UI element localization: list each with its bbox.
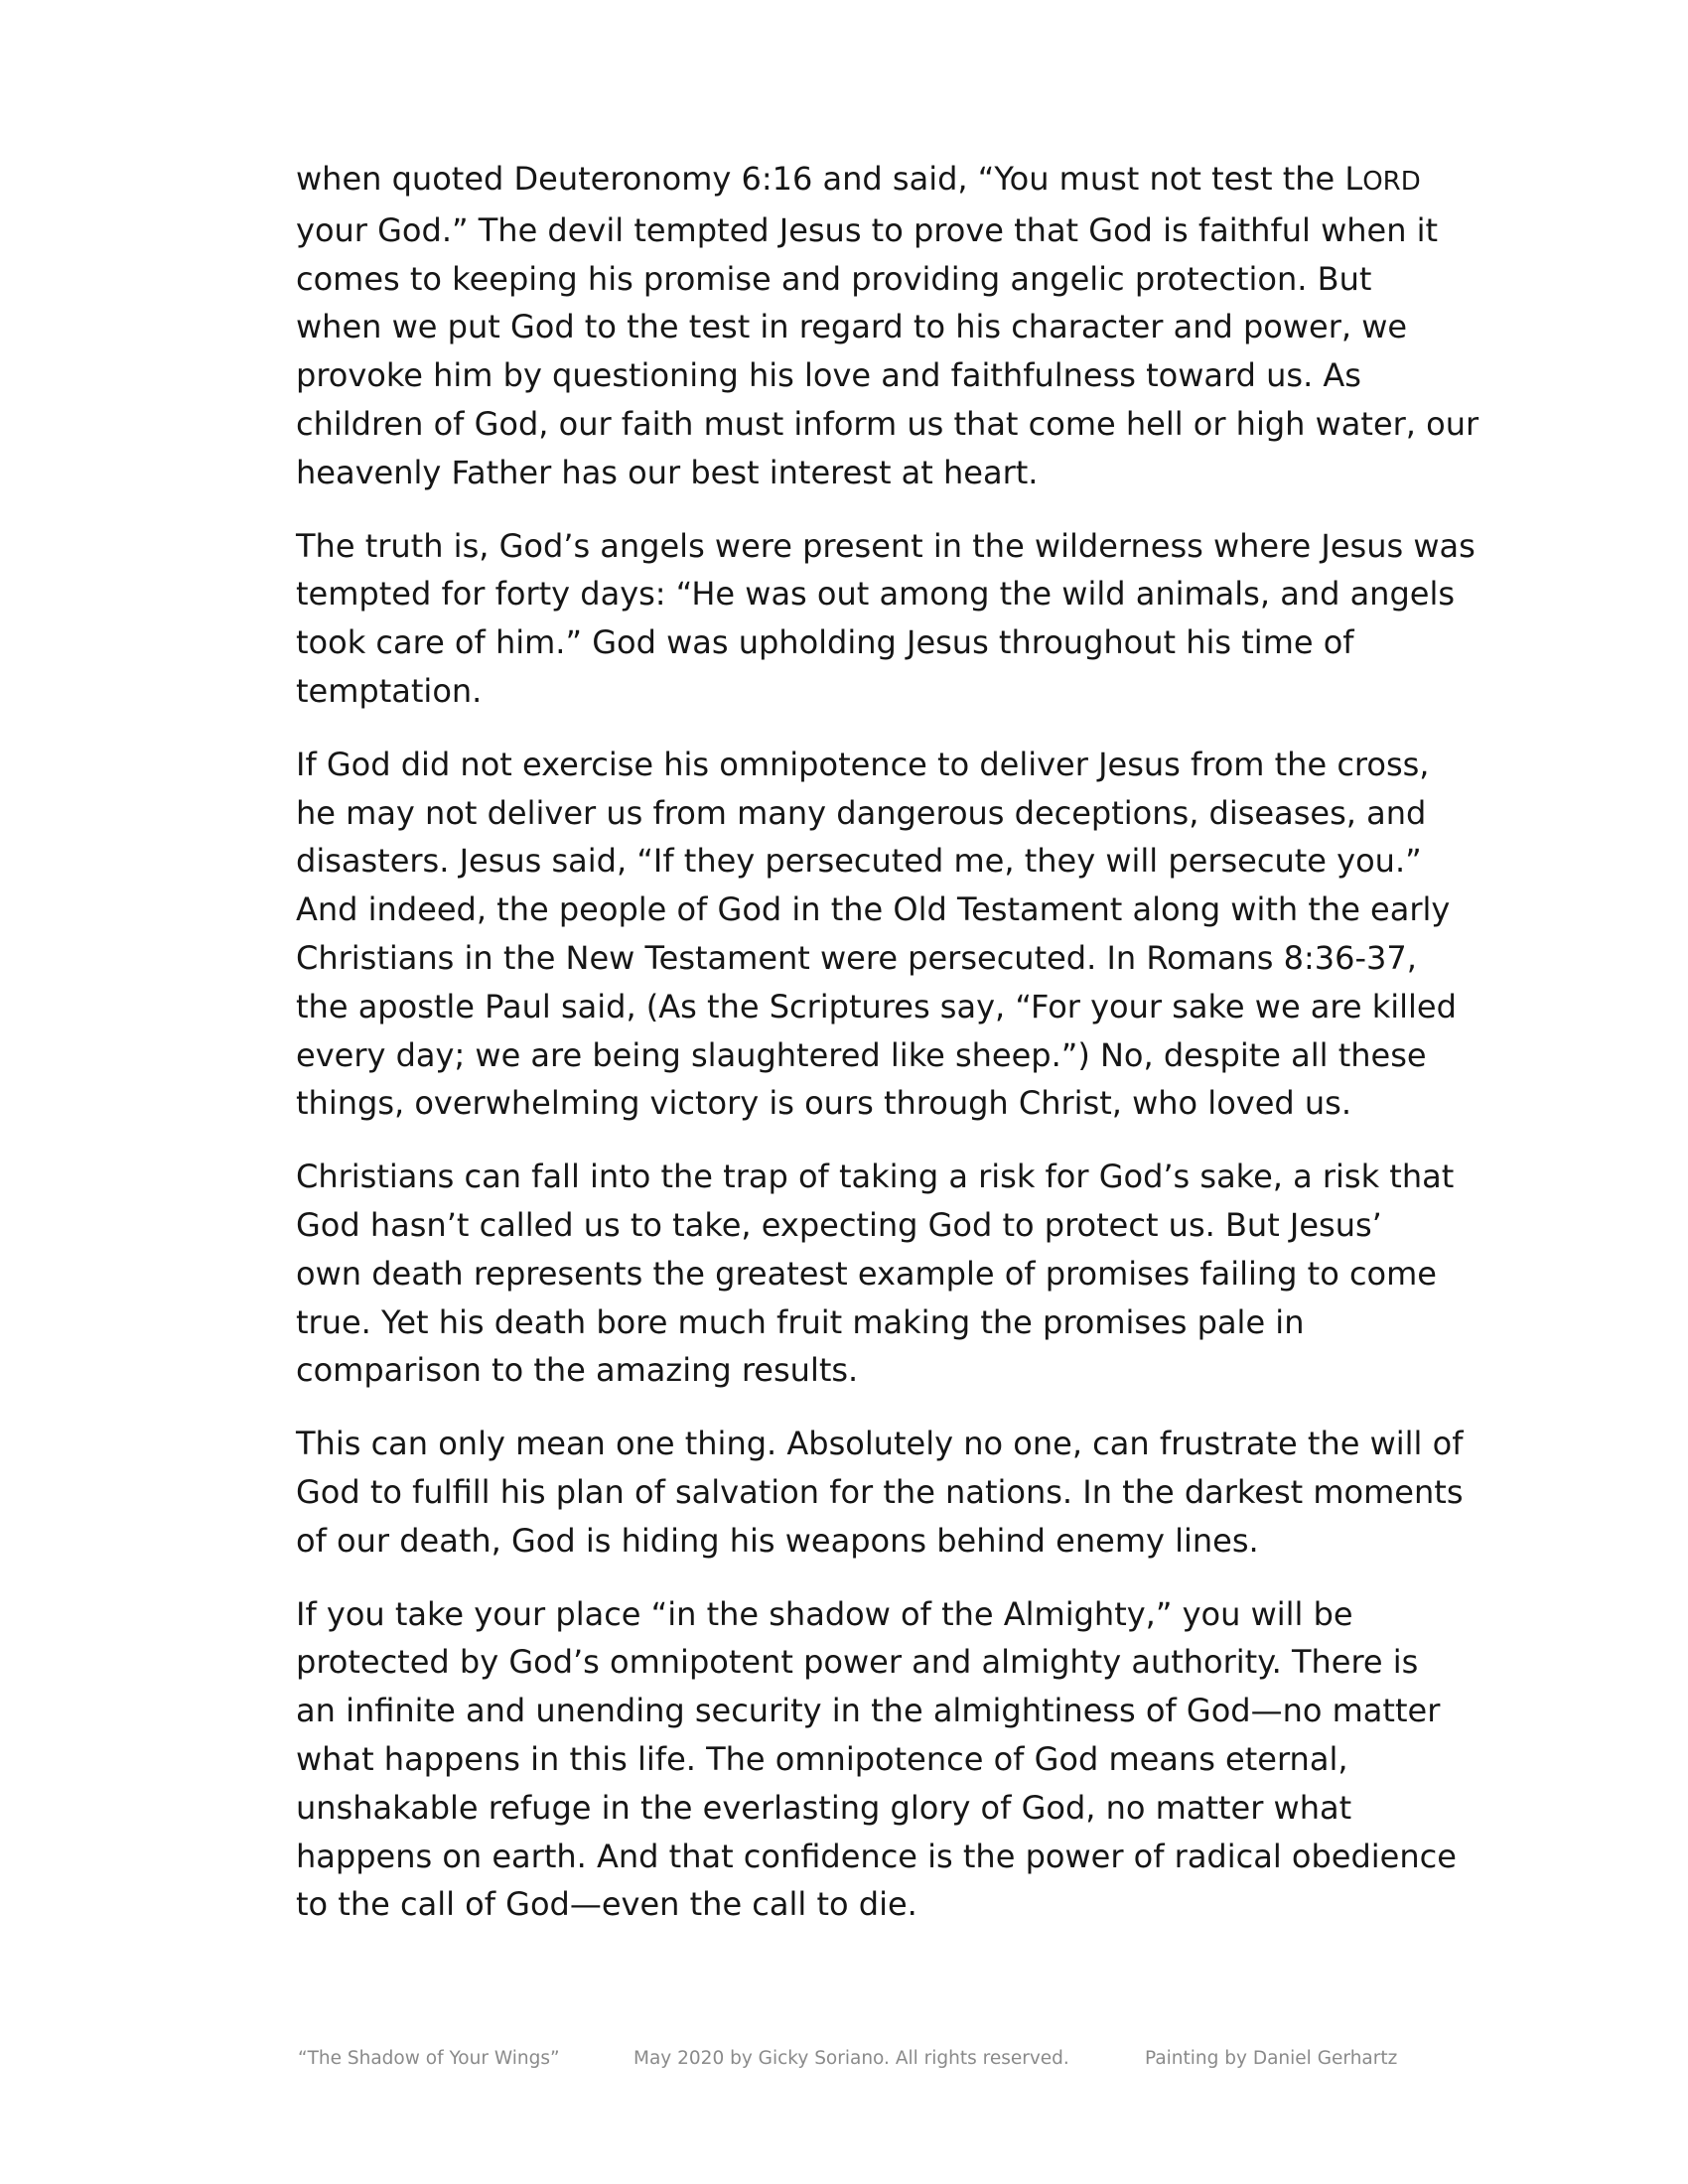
paragraph [296,1153,1455,1395]
text-line [296,886,1451,934]
line-text: children of God, our faith must inform us that come hell or high water, our [296,404,1479,443]
paragraph [296,522,1476,716]
text-line [296,741,1430,789]
text-line [296,303,1408,351]
text-line [296,522,1476,571]
text-line [296,1468,1464,1517]
text-line [296,1250,1437,1298]
text-line [296,1079,1398,1128]
text-line [296,1201,1398,1250]
line-text: temptation. [296,671,483,710]
line-text: things, overwhelming victory is ours through Christ, who loved us. [296,1084,1351,1123]
text-line [296,1687,1441,1735]
line-text: own death represents the greatest example of promises failing to come [296,1254,1437,1293]
line-text: protected by God’s omnipotent power and almighty authority. There is [296,1643,1419,1682]
text-line [296,1784,1398,1833]
line-text: This can only mean one thing. Absolutely no one, can frustrate the will of [296,1425,1464,1463]
text-line [296,351,1398,400]
text-line [296,789,1427,838]
text-line [296,1346,1398,1395]
line-text: Christians can fall into the trap of taking a risk for God’s sake, a risk that [296,1158,1455,1196]
line-text: Christians in the New Testament were persecuted. In Romans 8:36-37, [296,938,1417,977]
line-text: The truth is, God’s angels were present in the wilderness where Jesus was [296,526,1476,565]
page-footer [0,2048,1688,2078]
text-line [296,1517,1398,1566]
line-text: comes to keeping his promise and providing angelic protection. But [296,259,1372,298]
text-line [296,155,1421,206]
line-text: true. Yet his death bore much fruit making the promises pale in [296,1302,1305,1341]
text-line [296,206,1439,255]
line-text: provoke him by questioning his love and faithfulness toward us. As [296,356,1361,395]
line-text: tempted for forty days: “He was out among the wild animals, and angels [296,575,1456,614]
line-text: God to fulfill his plan of salvation for the nations. In the darkest moments [296,1472,1464,1511]
text-line [296,1031,1427,1080]
line-text: the apostle Paul said, (As the Scriptures say, “For your sake we are killed [296,987,1457,1025]
text-line [296,1153,1455,1201]
text-line [296,837,1422,886]
line-text: comparison to the amazing results. [296,1351,859,1390]
text-line [296,667,1398,716]
line-text: he may not deliver us from many dangerous deceptions, diseases, and [296,793,1427,832]
body-text [296,155,1479,1954]
line-text: of our death, God is hiding his weapons behind enemy lines. [296,1521,1259,1560]
text-line [296,1880,1398,1929]
line-text: heavenly Father has our best interest at heart. [296,453,1039,491]
text-line [296,934,1417,983]
text-line [296,570,1456,618]
line-text: And indeed, the people of God in the Old Testament along with the early [296,890,1451,929]
text-line [296,400,1479,449]
text-line [296,1298,1398,1347]
line-text: what happens in this life. The omnipotence of God means eternal, [296,1739,1348,1778]
text-line [296,983,1457,1031]
line-text: to the call of God—even the call to die. [296,1885,917,1924]
text-line [296,449,1398,497]
text-line [296,255,1398,304]
paragraph [296,155,1479,497]
paragraph [296,1590,1457,1930]
line-text: every day; we are being slaughtered like sheep.”) No, despite all these [296,1035,1427,1074]
text-line [296,1590,1398,1639]
line-text: took care of him.” God was upholding Jesus throughout his time of [296,623,1354,662]
text-line [296,1833,1457,1881]
small-caps-text: ORD [1362,167,1421,197]
line-text: happens on earth. And that confidence is the power of radical obedience [296,1837,1457,1875]
text-line [296,1420,1464,1468]
footer-copyright: May 2020 by Gicky Soriano. All rights reserved. [633,2048,1069,2069]
footer-title: “The Shadow of Your Wings” [298,2048,560,2069]
line-text: If you take your place “in the shadow of the Almighty,” you will be [296,1594,1353,1633]
line-text: unshakable refuge in the everlasting glory of God, no matter what [296,1788,1352,1827]
line-text: when quoted Deuteronomy 6:16 and said, “You must not test the L [296,160,1363,198]
line-text: If God did not exercise his omnipotence to deliver Jesus from the cross, [296,745,1430,783]
paragraph [296,1420,1464,1565]
line-text: an infinite and unending security in the almightiness of God—no matter [296,1692,1441,1730]
text-line [296,1638,1419,1687]
text-line [296,1735,1398,1784]
line-text: when we put God to the test in regard to his character and power, we [296,308,1408,346]
line-text: God hasn’t called us to take, expecting God to protect us. But Jesus’ [296,1205,1382,1244]
text-line [296,618,1398,667]
paragraph [296,741,1457,1128]
footer-credit: Painting by Daniel Gerhartz [1145,2048,1398,2069]
line-text: disasters. Jesus said, “If they persecuted me, they will persecute you.” [296,842,1422,881]
line-text: your God.” The devil tempted Jesus to prove that God is faithful when it [296,210,1439,249]
